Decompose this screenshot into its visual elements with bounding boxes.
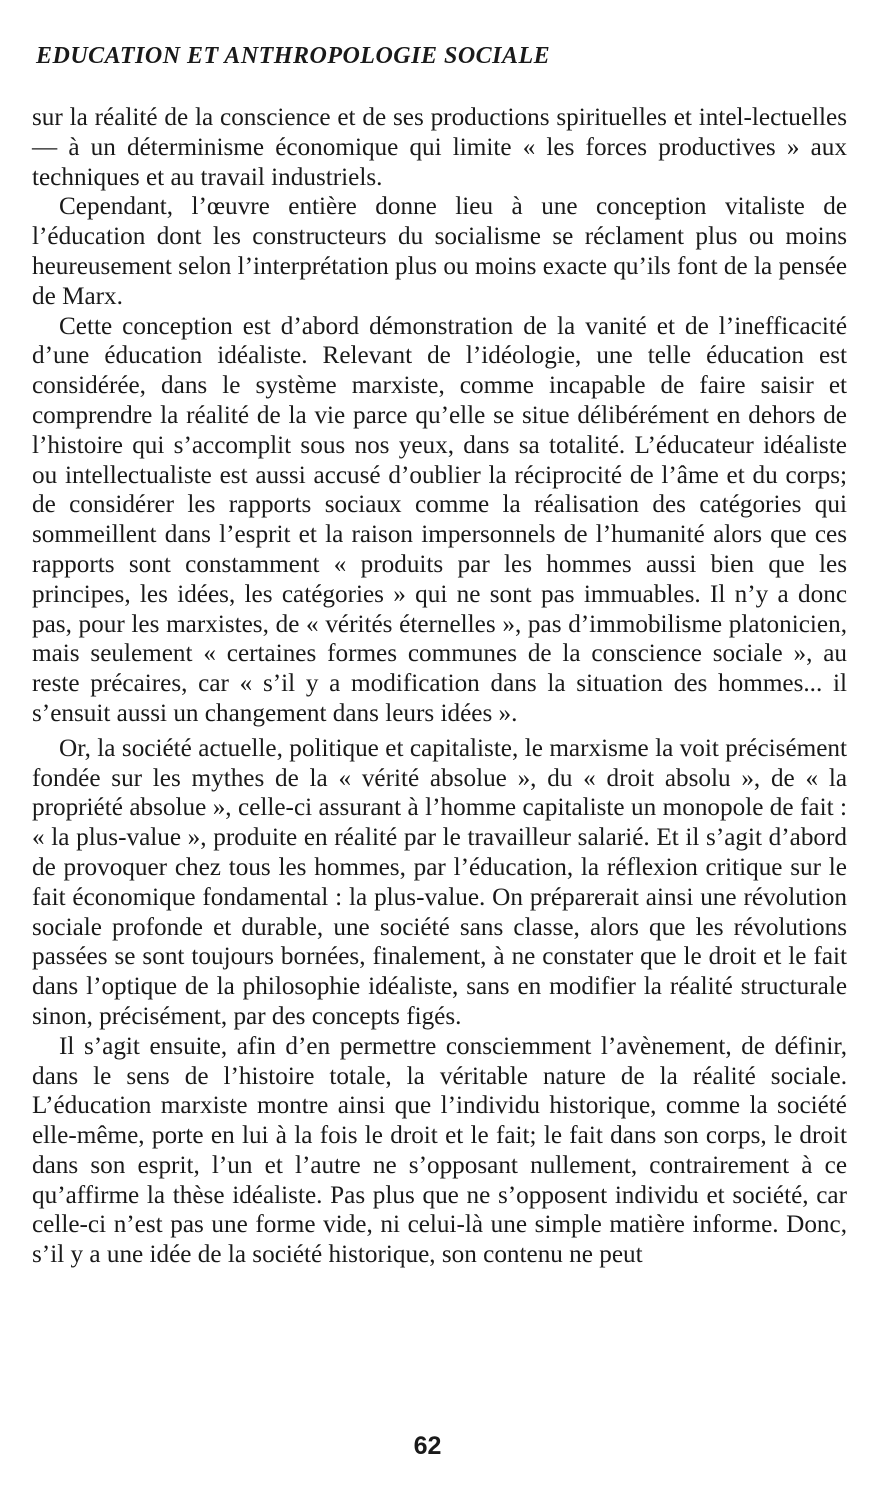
body-text — [32, 103, 847, 1270]
paragraph-3: Cette conception est d’abord démonstration de la vanité et de l’inefficacité d’une éducation idéaliste. Relevant de l’idéologie, une telle éducation est considérée, dans le système marxiste, comme incapable de faire saisir et comprendre la réalité de la vie parce qu’elle se situe délibérément en dehors de l’histoire qui s’accomplit sous nos yeux, dans sa totalité. L’éducateur idéaliste ou intellectualiste est aussi accusé d’oublier la réciprocité de l’âme et du corps; de considérer les rapports sociaux comme la réalisation des catégories qui sommeillent dans l’esprit et la raison impersonnels de l’humanité alors que ces rapports sont constamment « produits par les hommes aussi bien que les principes, les idées, les catégories » qui ne sont pas immuables. Il n’y a donc pas, pour les marxistes, de « vérités éternelles », pas d’immobilisme platonicien, mais seulement « certaines formes communes de la conscience sociale », au reste précaires, car « s’il y a modification dans la situation des hommes... il s’ensuit aussi un changement dans leurs idées ». — [32, 312, 847, 727]
running-head-title: EDUCATION ET ANTHROPOLOGIE SOCIALE — [36, 43, 551, 69]
paragraph-5: Il s’agit ensuite, afin d’en permettre consciemment l’avènement, de définir, dans le sens de l’histoire totale, la véritable nature de la réalité sociale. L’éducation marxiste montre ainsi que l’individu historique, comme la société elle-même, porte en lui à la fois le droit et le fait; le fait dans son corps, le droit dans son esprit, l’un et l’autre ne s’opposant nullement, contrairement à ce qu’affirme la thèse idéaliste. Pas plus que ne s’opposent individu et société, car celle-ci n’est pas une forme vide, ni celui-là une simple matière informe. Donc, s’il y a une idée de la société historique, son contenu ne peut — [32, 1032, 847, 1269]
page-number: 62 — [413, 1432, 442, 1460]
paragraph-1: sur la réalité de la conscience et de ses productions spirituelles et intel-lectuelles — à un déterminisme économique qui limite « les forces productives » aux techniques et au travail industriels. — [32, 104, 847, 191]
paragraph-4: Or, la société actuelle, politique et capitaliste, le marxisme la voit précisément fondée sur les mythes de la « vérité absolue », du « droit absolu », de « la propriété absolue », celle-ci assurant à l’homme capitaliste un monopole de fait : « la plus-value », produite en réalité par le travailleur salarié. Et il s’agit d’abord de provoquer chez tous les hommes, par l’éducation, la réflexion critique sur le fait économique fondamental : la plus-value. On préparerait ainsi une révolution sociale profonde et durable, une société sans classe, alors que les révolutions passées se sont toujours bornées, finalement, à ne constater que le droit et le fait dans l’optique de la philosophie idéaliste, sans en modifier la réalité structurale sinon, précisément, par des concepts figés. — [32, 734, 847, 1030]
paragraph-2: Cependant, l’œuvre entière donne lieu à une conception vitaliste de l’éducation dont les constructeurs du socialisme se réclament plus ou moins heureusement selon l’interprétation plus ou moins exacte qu’ils font de la pensée de Marx. — [32, 193, 847, 310]
